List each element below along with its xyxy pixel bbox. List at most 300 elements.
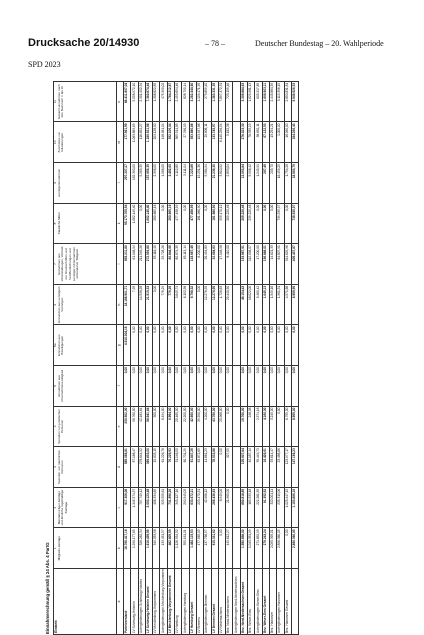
- table-cell: 344.629,96: [284, 244, 291, 285]
- table-cell: 55.116,40: [153, 244, 160, 285]
- table-cell: 1.961,31: [277, 284, 284, 325]
- table-cell: 272.593,80: [145, 244, 152, 285]
- table-cell: 3.119.396,15: [277, 81, 284, 122]
- table-cell: 49.154,43: [240, 284, 247, 325]
- table-cell: 1.606.903,11: [262, 81, 269, 122]
- row-unit-label: Untergliederungen Hamburg: [182, 569, 189, 635]
- table-cell: 739.535,97: [291, 203, 298, 244]
- column-letter: d: [117, 447, 124, 488]
- table-cell: 3.282.444,60: [189, 81, 196, 122]
- table-cell: 2.301.902,34: [138, 81, 145, 122]
- table-cell: 250.502,00: [124, 406, 131, 447]
- table-cell: 731.890,26: [167, 487, 174, 528]
- column-letter: a: [117, 569, 124, 635]
- table-cell: 248,08: [248, 406, 255, 447]
- column-number: 2: [53, 506, 57, 509]
- table-row: [131, 81, 138, 634]
- table-cell: 0,00: [145, 325, 152, 366]
- table-cell: 0,00: [255, 203, 262, 244]
- table-cell: [233, 447, 240, 488]
- table-cell: 0,00: [160, 203, 167, 244]
- table-cell: 3.111,04: [182, 163, 189, 204]
- table-cell: 1.045,13: [262, 284, 269, 325]
- table-cell: 0,00: [277, 366, 284, 407]
- table-row: [204, 81, 211, 634]
- table-cell: 475.390,02: [160, 81, 167, 122]
- table-cell: 0,00: [182, 325, 189, 366]
- table-cell: 148.981,04: [160, 122, 167, 163]
- table-cell: 477.565,05: [196, 528, 203, 569]
- table-cell: 98.941,64: [145, 406, 152, 447]
- row-unit-label: Bez. Nord-Niedersachsen: [226, 569, 233, 635]
- table-cell: 6.140.256,54: [218, 122, 225, 163]
- table-cell: 1.290.177,65: [131, 528, 138, 569]
- table-cell: 137.766,57: [204, 528, 211, 569]
- table-cell: 61.048,54: [131, 244, 138, 285]
- table-cell: 0,00: [182, 366, 189, 407]
- table-cell: 5.182,36: [226, 122, 233, 163]
- table-cell: 0,00: [196, 366, 203, 407]
- column-letter: h: [117, 284, 124, 325]
- table-cell: 365.914,85: [175, 122, 182, 163]
- row-unit-label: Bez. Hannover: [269, 569, 276, 635]
- table-cell: 17.200,00: [255, 244, 262, 285]
- table-cell: 18.168.901,71: [124, 284, 131, 325]
- row-unit-label: Untergliederungen Schleswig-Holstein: [138, 569, 145, 635]
- table-cell: 80.874,35: [175, 244, 182, 285]
- table-cell: 20.968,00: [218, 406, 225, 447]
- table-row: [291, 81, 298, 634]
- table-cell: 43.790,00: [211, 406, 218, 447]
- table-cell: 297.207,27: [124, 163, 131, 204]
- table-cell: [233, 203, 240, 244]
- column-number: 5: [53, 384, 57, 387]
- table-cell: [233, 325, 240, 366]
- table-cell: 2.445.884,59: [269, 81, 276, 122]
- table-cell: 64.807,91: [277, 244, 284, 285]
- table-row: [196, 81, 203, 634]
- table-cell: 39.590,00: [196, 406, 203, 447]
- table-cell: 406.334,65: [153, 487, 160, 528]
- table-cell: 181.986,90: [211, 203, 218, 244]
- table-cell: 0,00: [284, 366, 291, 407]
- table-cell: 3.245,00: [269, 406, 276, 447]
- table-cell: 6.152,58: [182, 284, 189, 325]
- table-cell: 133.451,57: [160, 528, 167, 569]
- table-cell: 209.220,46: [226, 203, 233, 244]
- table-cell: 0,00: [138, 203, 145, 244]
- table-cell: 0,00: [124, 366, 131, 407]
- row-unit-label: LV Bremen: [196, 569, 203, 635]
- table-cell: 9.798,32: [189, 284, 196, 325]
- table-cell: 21.965,00: [226, 487, 233, 528]
- table-cell: 88.411.807,04: [124, 81, 131, 122]
- table-cell: 63.872,65: [196, 447, 203, 488]
- table-cell: 5.058.972,10: [131, 81, 138, 122]
- table-cell: 18.963,75: [291, 163, 298, 204]
- table-cell: 5.460,42: [255, 284, 262, 325]
- table-cell: 4.971,68: [284, 284, 291, 325]
- table-cell: 4.910.004,16: [124, 325, 131, 366]
- table-cell: 19.760,00: [240, 406, 247, 447]
- table-cell: 1.109.471,95: [196, 81, 203, 122]
- table-cell: 6.200,00: [196, 244, 203, 285]
- column-label: Einnahmen aus Beteiligungen: [56, 334, 65, 356]
- column-letter: e: [117, 406, 124, 447]
- column-header: [54, 284, 117, 325]
- column-letter-row: [117, 81, 124, 634]
- table-cell: 2.896.360,05: [277, 528, 284, 569]
- table-cell: 133.745,97: [211, 122, 218, 163]
- doc-label: Drucksache 20/: [28, 37, 109, 49]
- table-cell: 76.229,93: [167, 447, 174, 488]
- table-cell: 1.308.822,85: [153, 81, 160, 122]
- table-cell: 0,00: [160, 366, 167, 407]
- table-cell: 365.833,00: [145, 447, 152, 488]
- table-cell: 153.987,91: [240, 244, 247, 285]
- table-cell: 409.437,87: [291, 244, 298, 285]
- table-cell: 105.907,84: [240, 447, 247, 488]
- table-cell: 38.852,11: [255, 122, 262, 163]
- document-number: [28, 37, 139, 49]
- table-cell: 1.754,28: [284, 163, 291, 204]
- table-cell: 63.113,14: [182, 244, 189, 285]
- column-header: [54, 528, 117, 569]
- table-cell: 16.459,25: [277, 163, 284, 204]
- table-cell: 2.453.694,46: [175, 81, 182, 122]
- table-cell: 352.109,04: [167, 122, 174, 163]
- table-cell: 995.170,12: [218, 203, 225, 244]
- table-row: [262, 81, 269, 634]
- table-cell: 267,49: [262, 163, 269, 204]
- table-cell: 0,00: [218, 528, 225, 569]
- column-number: 11: [53, 100, 57, 104]
- table-cell: 156.888,01: [262, 244, 269, 285]
- row-unit-label: Untergliederungen Nord-Niedersachsen: [233, 569, 240, 635]
- table-cell: 828.750,14: [182, 81, 189, 122]
- column-header: [54, 366, 117, 407]
- column-label: Einnahmen aus Unternehmens-tätigkeit: [56, 369, 65, 402]
- column-header: [54, 244, 117, 285]
- row-unit-label: LV Schleswig-Holstein Gesamt: [145, 569, 152, 635]
- column-number: 7: [53, 263, 57, 265]
- table-cell: 0,00: [196, 284, 203, 325]
- doc-number: 14930: [108, 37, 140, 49]
- table-cell: 290.545,05: [182, 487, 189, 528]
- table-cell: 1.482.115,53: [189, 528, 196, 569]
- table-cell: 0,00: [218, 447, 225, 488]
- table-cell: 0,00: [269, 366, 276, 407]
- table-cell: 209.220,46: [240, 203, 247, 244]
- table-cell: 1.025.447,15: [284, 487, 291, 528]
- table-cell: 1.245,91: [255, 163, 262, 204]
- table-cell: 0,00: [167, 325, 174, 366]
- table-cell: [233, 81, 240, 122]
- table-cell: 0,00: [255, 366, 262, 407]
- table-cell: 0,00: [175, 325, 182, 366]
- table-cell: [233, 528, 240, 569]
- table-cell: 349.353,98: [153, 528, 160, 569]
- table-cell: 0,00: [211, 325, 218, 366]
- table-cell: 18.022,00: [248, 284, 255, 325]
- table-cell: 80.844,66: [167, 244, 174, 285]
- table-cell: 0,00: [262, 366, 269, 407]
- table-cell: 205,70: [269, 163, 276, 204]
- table-cell: 279.243,24: [262, 528, 269, 569]
- table-cell: [233, 406, 240, 447]
- table-cell: 0,00: [138, 325, 145, 366]
- column-header: [54, 447, 117, 488]
- table-cell: 1.062.145,40: [145, 203, 152, 244]
- table-cell: 1.629.981,13: [248, 81, 255, 122]
- table-cell: [233, 244, 240, 285]
- table-cell: 60.701,29: [182, 447, 189, 488]
- table-cell: 7.223,89: [189, 163, 196, 204]
- table-cell: 271.852,95: [255, 528, 262, 569]
- table-cell: 776,29: [167, 284, 174, 325]
- table-cell: 615.331,62: [211, 528, 218, 569]
- column-letter: b: [117, 528, 124, 569]
- table-cell: 25.728,26: [160, 244, 167, 285]
- column-letter: k: [117, 203, 124, 244]
- table-cell: 326.262,34: [138, 528, 145, 569]
- table-row: [240, 81, 247, 634]
- row-unit-label: Untergliederungen Mecklenburg-Vorpommern: [160, 569, 167, 635]
- table-cell: 0,00: [138, 366, 145, 407]
- table-cell: 1.000,00: [277, 122, 284, 163]
- column-letter: c: [117, 487, 124, 528]
- column-letter: l: [117, 163, 124, 204]
- table-cell: 0,00: [284, 325, 291, 366]
- table-cell: 1.043.351,99: [248, 528, 255, 569]
- table-cell: 0,00: [211, 366, 218, 407]
- table-cell: 6.999,99: [291, 284, 298, 325]
- row-unit-label: LV Hamburg: [175, 569, 182, 635]
- table-cell: 0,00: [153, 325, 160, 366]
- table-cell: 723.195,46: [226, 81, 233, 122]
- table-cell: 0,00: [196, 325, 203, 366]
- publisher-line: Deutscher Bundestag – 20. Wahlperiode: [255, 39, 384, 48]
- table-cell: 222.281,55: [255, 487, 262, 528]
- table-cell: 169.533,18: [248, 487, 255, 528]
- column-letter: m: [117, 122, 124, 163]
- table-cell: 5.265,35: [138, 163, 145, 204]
- table-row: [284, 81, 291, 634]
- party-label: SPD 2023: [28, 60, 61, 69]
- table-cell: 3.645,74: [175, 284, 182, 325]
- table-row: [182, 81, 189, 634]
- table-cell: 3.462,00: [167, 163, 174, 204]
- table-cell: 327,05: [226, 447, 233, 488]
- table-cell: 152.390,00: [131, 163, 138, 204]
- column-label: Einnahmen aus sonstigem Vermögen: [56, 286, 65, 323]
- row-unit-label: LV Niedersachsen: [218, 569, 225, 635]
- table-cell: 12.053,84: [240, 163, 247, 204]
- column-label: Mandats-träger-beiträge und ähnliche regelmäßige Beiträge: [56, 489, 69, 526]
- table-cell: 116.652,27: [138, 122, 145, 163]
- table-cell: 12.276,95: [204, 284, 211, 325]
- table-cell: 0,00: [182, 203, 189, 244]
- column-label: Gesamt-einnahmen nach den Nummern 1 bis 10: [56, 84, 65, 120]
- table-row: [211, 81, 218, 634]
- table-cell: 5.984,94: [204, 163, 211, 204]
- table-row: [255, 81, 262, 634]
- table-cell: 5.949.926,53: [291, 81, 298, 122]
- table-cell: 0,00: [189, 325, 196, 366]
- table-cell: 177.561,99: [124, 122, 131, 163]
- table-cell: 211.545,26: [138, 244, 145, 285]
- table-cell: 4.112,85: [175, 163, 182, 204]
- table-cell: 0,00: [131, 325, 138, 366]
- table-cell: 1.063.869,69: [131, 122, 138, 163]
- column-header: [54, 325, 117, 366]
- table-cell: 2.850.831,81: [284, 81, 291, 122]
- table-cell: 14.538,28: [138, 284, 145, 325]
- table-cell: 0,00: [291, 366, 298, 407]
- table-cell: 42.181,64: [138, 406, 145, 447]
- table-row: [233, 81, 240, 634]
- table-cell: 893.211,80: [124, 244, 131, 285]
- table-cell: 0,00: [204, 203, 211, 244]
- row-unit-label: Bez. Nord-Niedersachsen Gesamt: [240, 569, 247, 635]
- table-cell: 29.808,11: [204, 122, 211, 163]
- table-cell: 5.996,42: [248, 163, 255, 204]
- table-cell: 0,00: [204, 366, 211, 407]
- table-cell: 17.048,98: [218, 244, 225, 285]
- table-cell: 18.960,00: [284, 122, 291, 163]
- table-cell: 2.853,04: [226, 163, 233, 204]
- table-cell: 203.128,00: [153, 122, 160, 163]
- table-cell: 55.173.705,54: [124, 203, 131, 244]
- row-unit-label: Bez. Hannover Gesamt: [284, 569, 291, 635]
- table-cell: 0,00: [226, 406, 233, 447]
- column-label: Einheit: [54, 620, 58, 633]
- table-cell: 355.161,01: [182, 528, 189, 569]
- table-cell: 20.460,00: [175, 406, 182, 447]
- table-cell: 3.810,52: [218, 163, 225, 204]
- column-label: Mitglieds-beiträge: [56, 536, 61, 561]
- table-cell: 235.319,06: [277, 487, 284, 528]
- column-number: 4: [53, 425, 57, 428]
- table-cell: 184.036,43: [291, 122, 298, 163]
- column-label: Zuschüsse von Gliederungen: [56, 131, 65, 153]
- column-label: Staatliche Mittel: [56, 212, 61, 235]
- table-cell: 8.410,00: [226, 244, 233, 285]
- table-row: [269, 81, 276, 634]
- table-cell: 15.251,36: [196, 163, 203, 204]
- table-header-row: [54, 81, 117, 634]
- row-unit-label: LV Mecklenburg-Vorpommern Gesamt: [167, 569, 174, 635]
- table-cell: 29.440,50: [226, 284, 233, 325]
- page-number: – 78 –: [205, 39, 225, 48]
- table-cell: 260.665,16: [167, 203, 174, 244]
- row-unit-label: Bez. Weser-Ems: [248, 569, 255, 635]
- table-cell: 0,00: [291, 325, 298, 366]
- table-cell: 0,00: [284, 203, 291, 244]
- column-number: 1: [53, 547, 57, 550]
- column-number: 9: [53, 182, 57, 184]
- table-cell: 2.896.360,05: [291, 528, 298, 569]
- table-cell: 1.383.331,35: [211, 81, 218, 122]
- table-cell: 477.458,99: [189, 203, 196, 244]
- table-cell: 393.680,88: [189, 122, 196, 163]
- table-cell: 4.160,00: [262, 406, 269, 447]
- table-cell: 6.994,00: [167, 406, 174, 447]
- column-header: [54, 203, 117, 244]
- table-cell: 1.726,63: [218, 284, 225, 325]
- table-cell: 325.555,61: [160, 487, 167, 528]
- table-cell: 707.749,12: [138, 487, 145, 528]
- table-cell: 13.254,21: [269, 122, 276, 163]
- table-cell: 0,00: [226, 366, 233, 407]
- table-cell: 1.784.212,87: [167, 81, 174, 122]
- table-cell: 143.987,49: [189, 244, 196, 285]
- table-cell: 2.095.395,01: [269, 528, 276, 569]
- table-cell: 776,29: [160, 284, 167, 325]
- table-cell: 449.612,27: [226, 528, 233, 569]
- table-cell: 112.098,07: [248, 244, 255, 285]
- table-cell: 239.220,46: [248, 203, 255, 244]
- table-cell: 917.306,08: [124, 487, 131, 528]
- row-unit-label: Untergliederungen Bremen: [204, 569, 211, 635]
- table-cell: 0,00: [284, 528, 291, 569]
- table-cell: 0,00: [145, 366, 152, 407]
- table-cell: 81.352,52: [262, 487, 269, 528]
- table-cell: 1.126.954,52: [175, 528, 182, 569]
- table-cell: 103.937,86: [196, 122, 203, 163]
- table-cell: 500,00: [153, 406, 160, 447]
- table-cell: 78.335,19: [248, 122, 255, 163]
- table-cell: 61.226,78: [160, 447, 167, 488]
- table-row: [175, 81, 182, 634]
- table-row: [145, 81, 152, 634]
- table-cell: 0,00: [248, 325, 255, 366]
- table-cell: 2.053.123,49: [145, 487, 152, 528]
- table-cell: 40.187,14: [248, 447, 255, 488]
- table-cell: 585.068,81: [124, 447, 131, 488]
- column-letter: g: [117, 325, 124, 366]
- table-cell: 278.644,52: [138, 447, 145, 488]
- table-cell: 6.755,00: [284, 406, 291, 447]
- table-cell: 0,00: [131, 366, 138, 407]
- table-cell: 0,00: [189, 366, 196, 407]
- table-cell: [233, 163, 240, 204]
- table-cell: 0,00: [226, 325, 233, 366]
- column-number: 5a: [53, 343, 57, 347]
- table-cell: 0,00: [269, 325, 276, 366]
- table-cell: 477.458,99: [175, 203, 182, 244]
- table-cell: 0,00: [240, 366, 247, 407]
- column-letter: i: [117, 244, 124, 285]
- table-cell: 322.001,11: [269, 487, 276, 528]
- table-cell: [233, 122, 240, 163]
- table-cell: 605.217,85: [255, 81, 262, 122]
- table-cell: 14.661,23: [204, 447, 211, 488]
- table-cell: 0,00: [262, 203, 269, 244]
- table-cell: 18.766.417,18: [124, 528, 131, 569]
- table-row: [167, 81, 174, 634]
- table-cell: 91.847,29: [189, 447, 196, 488]
- row-unit-label: Untergliederungen Weser-Ems: [255, 569, 262, 635]
- table-cell: 6.494,00: [160, 406, 167, 447]
- table-cell: 4.200,00: [204, 406, 211, 447]
- table-cell: [233, 487, 240, 528]
- table-cell: 26.494,83: [204, 244, 211, 285]
- table-cell: 482.805,55: [167, 528, 174, 569]
- table-cell: 12.276,95: [211, 284, 218, 325]
- table-cell: 0,00: [204, 325, 211, 366]
- table-cell: 0,00: [269, 203, 276, 244]
